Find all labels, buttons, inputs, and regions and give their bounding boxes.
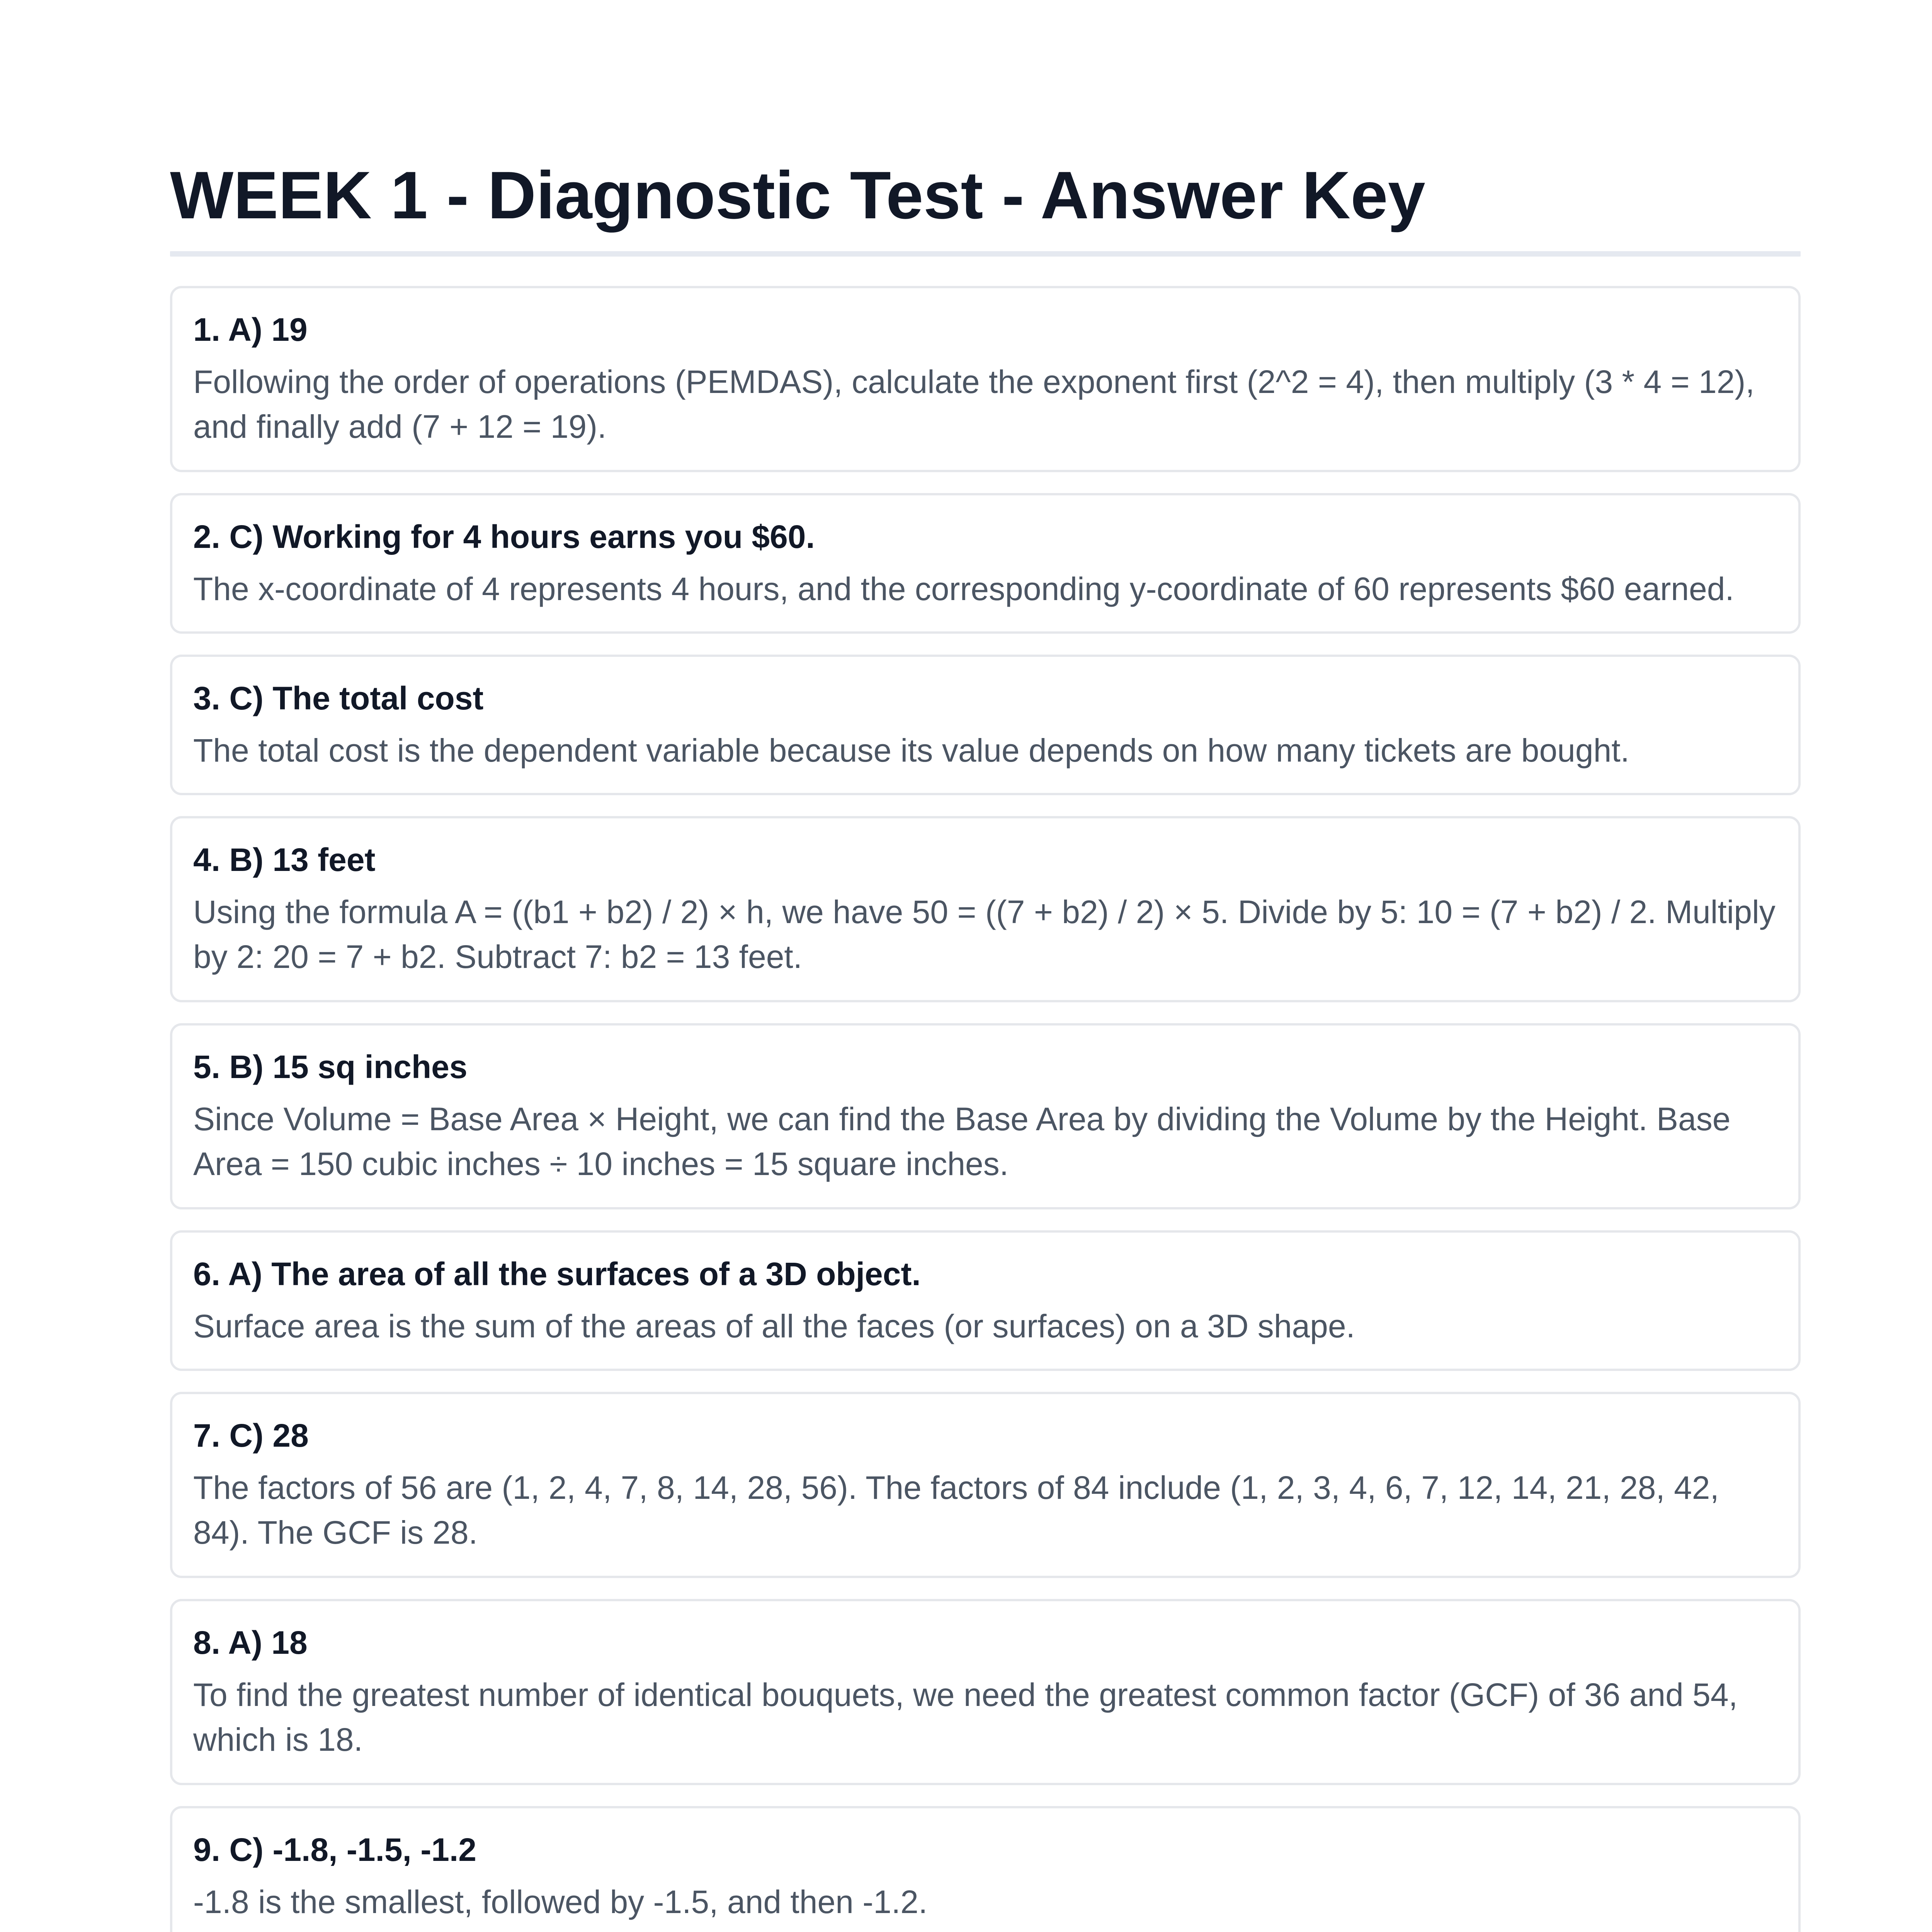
answer-heading: 9. C) -1.8, -1.5, -1.2 <box>193 1832 476 1868</box>
answer-card-4 <box>170 816 1801 1002</box>
answer-heading: 2. C) Working for 4 hours earns you $60. <box>193 519 815 555</box>
answer-explanation: Following the order of operations (PEMDAS), calculate the exponent first (2^2 = 4), then multiply (3 * 4 = 12), and finally add (7 + 12 = 19). <box>193 364 1755 445</box>
answer-card-3 <box>170 655 1801 795</box>
answer-heading: 4. B) 13 feet <box>193 842 376 878</box>
answer-heading: 6. A) The area of all the surfaces of a 3D object. <box>193 1256 921 1292</box>
answer-explanation: The factors of 56 are (1, 2, 4, 7, 8, 14, 28, 56). The factors of 84 include (1, 2, 3, 4, 6, 7, 12, 14, 21, 28, 42, 84). The GCF is 28. <box>193 1469 1719 1551</box>
answer-card-6 <box>170 1230 1801 1371</box>
answer-explanation: The x-coordinate of 4 represents 4 hours, and the corresponding y-coordinate of 60 represents $60 earned. <box>193 571 1734 607</box>
answer-explanation: To find the greatest number of identical bouquets, we need the greatest common factor (GCF) of 36 and 54, which is 18. <box>193 1677 1738 1758</box>
page-title: WEEK 1 - Diagnostic Test - Answer Key <box>170 157 1425 233</box>
answer-heading: 7. C) 28 <box>193 1417 309 1454</box>
answer-explanation: Using the formula A = ((b1 + b2) / 2) × h, we have 50 = ((7 + b2) / 2) × 5. Divide by 5: 10 = (7 + b2) / 2. Multiply by 2: 20 = 7 + b2. Subtract 7: b2 = 13 feet. <box>193 894 1776 975</box>
answer-card-8 <box>170 1599 1801 1785</box>
answer-key-page <box>170 0 1801 1920</box>
answer-explanation: -1.8 is the smallest, followed by -1.5, and then -1.2. <box>193 1884 928 1920</box>
answer-heading: 1. A) 19 <box>193 311 308 348</box>
answer-explanation: Surface area is the sum of the areas of all the faces (or surfaces) on a 3D shape. <box>193 1308 1355 1344</box>
answer-heading: 8. A) 18 <box>193 1624 308 1661</box>
answer-card-5 <box>170 1023 1801 1209</box>
answer-explanation: The total cost is the dependent variable because its value depends on how many tickets are bought. <box>193 732 1629 769</box>
answer-card-2 <box>170 493 1801 634</box>
title-divider <box>170 251 1801 257</box>
answer-heading: 5. B) 15 sq inches <box>193 1049 468 1085</box>
answer-explanation: Since Volume = Base Area × Height, we can find the Base Area by dividing the Volume by the Height. Base Area = 150 cubic inches ÷ 10 inches = 15 square inches. <box>193 1101 1731 1182</box>
answer-card-7 <box>170 1392 1801 1578</box>
answer-card-9 <box>170 1806 1801 1932</box>
answer-heading: 3. C) The total cost <box>193 680 484 716</box>
answer-card-1 <box>170 286 1801 472</box>
